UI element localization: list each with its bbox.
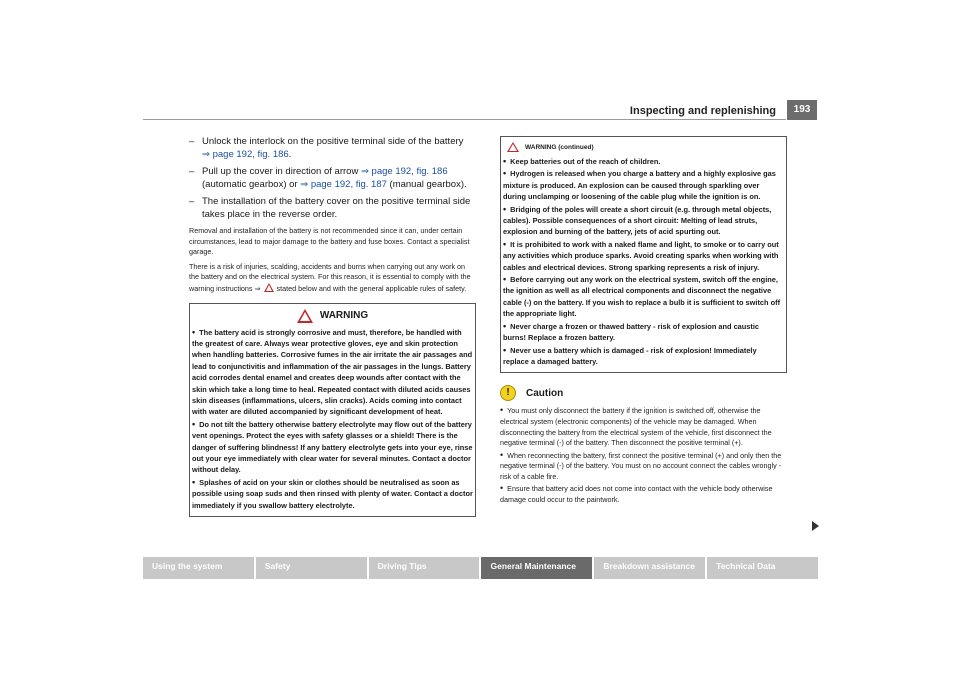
step-text: (manual gearbox). bbox=[386, 178, 467, 190]
header-rule bbox=[143, 119, 786, 120]
caution-icon: ! bbox=[500, 385, 516, 401]
step-text: The installation of the battery cover on the positive terminal side takes place in the reverse order. bbox=[202, 196, 471, 220]
tab-technical-data[interactable]: Technical Data bbox=[707, 557, 818, 579]
warning-bullet: • It is prohibited to work with a naked flame and light, to smoke or to carry out any activities which produce sparks. Avoid creating sparks when working with cables and electrical devices. Strong sparking represents a risk of injury. bbox=[503, 238, 779, 272]
warning-bullet: • Do not tilt the battery otherwise battery electrolyte may flow out of the battery vent openings. Protect the eyes with safety glasses or a shield! There is the danger of suffering blindness! If any battery electrolyte gets into your eye, rinse out your eye immediately with clear water for several minutes. Contact a doctor without delay. bbox=[192, 418, 473, 475]
step-3 bbox=[189, 196, 476, 221]
step-2 bbox=[189, 166, 476, 191]
warning-continued-title: WARNING (continued) bbox=[525, 143, 594, 151]
left-column bbox=[189, 136, 476, 517]
warning-continued-box bbox=[500, 136, 787, 373]
warning-box bbox=[189, 303, 476, 518]
tab-safety[interactable]: Safety bbox=[256, 557, 369, 579]
warning-header bbox=[192, 307, 473, 325]
tab-driving-tips[interactable]: Driving Tips bbox=[369, 557, 482, 579]
cross-reference-link[interactable]: ⇒ page 192, fig. 187 bbox=[300, 178, 387, 190]
paragraph-risk bbox=[189, 262, 476, 295]
warning-bullet: • Splashes of acid on your skin or clothes should be neutralised as soon as possible using soap suds and then rinsed with plenty of water. Contact a doctor immediately if you swallow battery electrolyte. bbox=[192, 476, 473, 510]
cross-reference-link[interactable]: ⇒ page 192, fig. 186 bbox=[202, 148, 289, 160]
step-dash: – bbox=[189, 196, 195, 207]
chapter-nav bbox=[143, 557, 818, 579]
warning-triangle-icon bbox=[507, 142, 519, 152]
tab-breakdown-assistance[interactable]: Breakdown assistance bbox=[594, 557, 707, 579]
warning-bullet: • Hydrogen is released when you charge a battery and a highly explosive gas mixture is produced. An explosion can be caused through sparkling over during unclamping or loosening of the cable plug while the ignition is on. bbox=[503, 168, 776, 202]
caution-bullet: • Ensure that battery acid does not come into contact with the vehicle body otherwise damage could occur to the paintwork. bbox=[500, 483, 773, 505]
step-dash: – bbox=[189, 136, 195, 147]
paragraph-text: There is a risk of injuries, scalding, accidents and burns when carrying out any work on the battery and on the electrical system. For this reason, it is essential to comply with the warning instructions ⇒ bbox=[189, 261, 471, 293]
caution-bullet: • When reconnecting the battery, first connect the positive terminal (+) and only then the negative terminal (-) of the battery. You must on no account connect the cables wrongly - risk of a cable fire. bbox=[500, 449, 782, 481]
warning-bullet: • Bridging of the poles will create a short circuit (e.g. through metal objects, cables). Possible consequences of a short circuit: Melting of lead struts, explosion and burning of the battery, jets of acid spurting out. bbox=[503, 203, 772, 237]
cross-reference-link[interactable]: ⇒ page 192, fig. 186 bbox=[360, 166, 448, 177]
page-number: 193 bbox=[787, 100, 817, 120]
warning-bullet: • Before carrying out any work on the electrical system, switch off the engine, the ignition as well as all electrical components and disconnect the negative cable (-) on the battery. If you wish to replace a bulb it is sufficient to switch off the appropriate light. bbox=[503, 274, 781, 319]
warning-triangle-icon bbox=[297, 309, 313, 323]
caution-header bbox=[500, 385, 787, 401]
tab-general-maintenance[interactable]: General Maintenance bbox=[481, 557, 594, 579]
warning-bullet: • The battery acid is strongly corrosive and must, therefore, be handled with the greatest of care. Always wear protective gloves, eye and skin protection when handling batteries. Corrosive fumes in the air irritate the air passages and lead to conjunctivitis and inflammation of the air passages in the lungs. Battery acid corrodes dental enamel and creates deep wounds after contact with the skin which take a long time to heal. Repeated contact with diluted acids causes skin diseases (inflammations, ulcers, slin cracks). Acids coming into contact with water are diluted accompanied by significant development of heat. bbox=[192, 326, 473, 417]
caution-bullet: • You must only disconnect the battery if the ignition is switched off, otherwise the electrical system (electronic components) of the vehicle may be damaged. When disconnecting the battery from the electrical system of the vehicle, first disconnect the negative terminal (-) of the battery. Then disconnect the positive terminal (+). bbox=[500, 405, 772, 448]
step-1 bbox=[189, 136, 476, 161]
warning-bullet: • Never use a battery which is damaged - risk of explosion! Immediately replace a damaged battery. bbox=[503, 344, 757, 366]
warning-title: WARNING bbox=[319, 310, 369, 322]
tab-using-the-system[interactable]: Using the system bbox=[143, 557, 256, 579]
caution-title: Caution bbox=[526, 387, 564, 399]
next-page-arrow-icon[interactable] bbox=[812, 521, 819, 531]
step-text: . bbox=[288, 148, 292, 160]
step-dash: – bbox=[189, 166, 195, 177]
paragraph-removal: Removal and installation of the battery is not recommended since it can, under certain circumstances, lead to major damage to the battery and fuse boxes. Contact a specialist garage. bbox=[189, 226, 470, 257]
step-text: Pull up the cover in direction of arrow bbox=[202, 166, 361, 177]
warning-continued-header bbox=[503, 140, 784, 154]
step-text: Unlock the interlock on the positive terminal side of the battery bbox=[202, 136, 464, 147]
right-column bbox=[500, 136, 787, 507]
warning-triangle-icon[interactable] bbox=[264, 283, 274, 292]
step-text: (automatic gearbox) or bbox=[202, 178, 301, 190]
paragraph-text: stated below and with the general applicable rules of safety. bbox=[276, 283, 467, 293]
warning-bullet: • Keep batteries out of the reach of children. bbox=[503, 156, 661, 166]
warning-bullet: • Never charge a frozen or thawed battery - risk of explosion and caustic burns! Replace a frozen battery. bbox=[503, 320, 760, 343]
page-header-title: Inspecting and replenishing bbox=[629, 105, 776, 117]
